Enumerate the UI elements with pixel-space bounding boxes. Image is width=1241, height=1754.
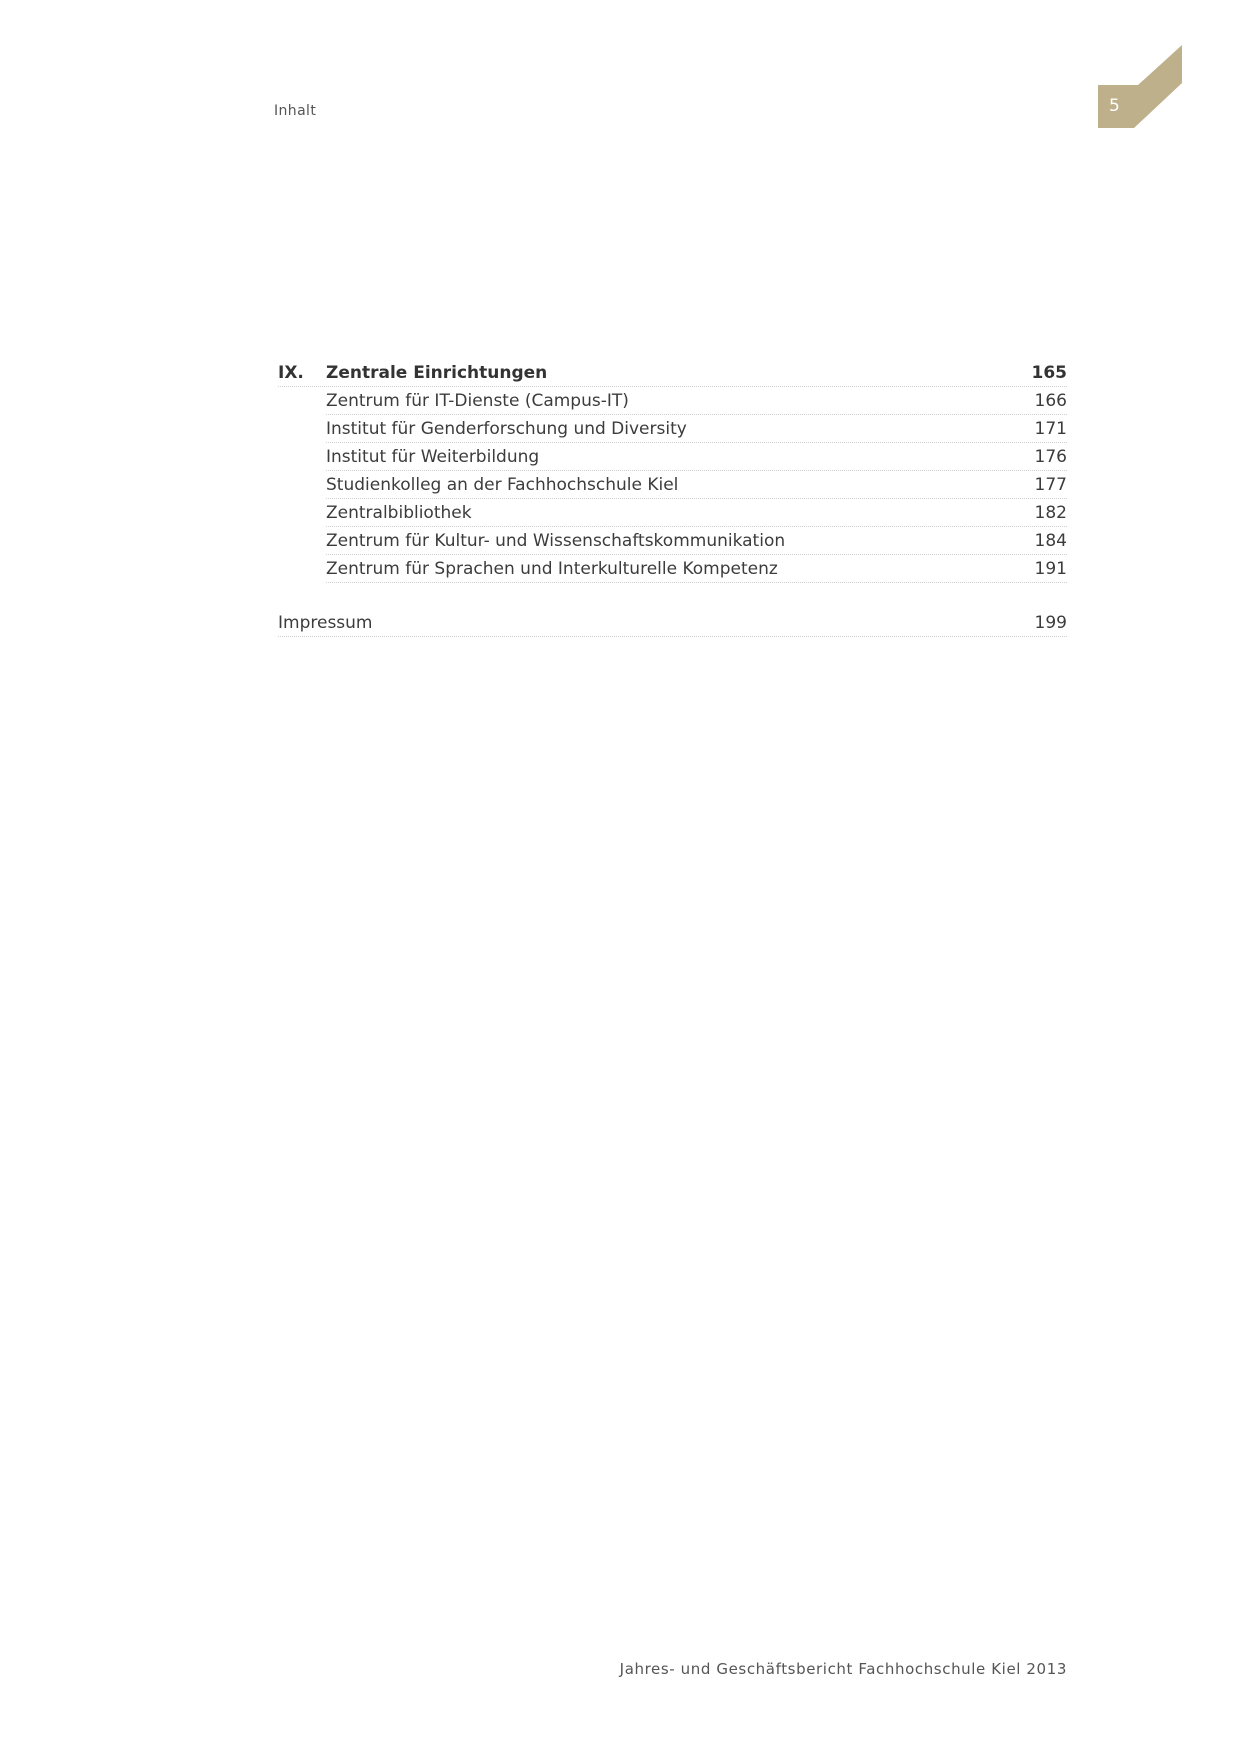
toc-entry-page: 176 — [1034, 447, 1067, 467]
toc-entry-title: Zentrum für Sprachen und Interkulturelle Kompetenz — [326, 559, 778, 579]
running-head-section-label: Inhalt — [274, 103, 317, 119]
toc-entry-title: Zentrum für IT-Dienste (Campus-IT) — [326, 391, 629, 411]
toc-entry-row[interactable] — [326, 444, 1067, 471]
toc-entry-page: 184 — [1034, 531, 1067, 551]
toc-entry-page: 166 — [1034, 391, 1067, 411]
toc-entry-row[interactable] — [326, 500, 1067, 527]
toc-entry-row[interactable] — [326, 472, 1067, 499]
toc-entry-title: Studienkolleg an der Fachhochschule Kiel — [326, 475, 679, 495]
toc-entry-row[interactable] — [326, 528, 1067, 555]
footer-publication-title: Jahres- und Geschäftsbericht Fachhochschule Kiel 2013 — [619, 1660, 1067, 1678]
toc-chapter-number: IX. — [278, 363, 304, 383]
toc-chapter-page: 165 — [1031, 363, 1067, 383]
toc-entry-row[interactable] — [326, 388, 1067, 415]
toc-entry-page: 191 — [1034, 559, 1067, 579]
table-of-contents — [278, 360, 1067, 638]
toc-entry-row[interactable] — [326, 556, 1067, 583]
toc-entry-page: 182 — [1034, 503, 1067, 523]
toc-impressum-page: 199 — [1034, 613, 1067, 633]
toc-entry-page: 171 — [1034, 419, 1067, 439]
toc-impressum-row[interactable] — [278, 610, 1067, 637]
toc-entry-title: Zentrum für Kultur- und Wissenschaftskommunikation — [326, 531, 786, 551]
toc-chapter-row[interactable] — [278, 360, 1067, 387]
toc-impressum-title: Impressum — [278, 613, 373, 633]
toc-entry-page: 177 — [1034, 475, 1067, 495]
toc-entry-title: Zentralbibliothek — [326, 503, 472, 523]
toc-chapter-title: Zentrale Einrichtungen — [326, 363, 548, 383]
toc-entry-row[interactable] — [326, 416, 1067, 443]
toc-entry-title: Institut für Weiterbildung — [326, 447, 540, 467]
toc-entry-title: Institut für Genderforschung und Diversity — [326, 419, 687, 439]
page-number: 5 — [1109, 96, 1120, 116]
